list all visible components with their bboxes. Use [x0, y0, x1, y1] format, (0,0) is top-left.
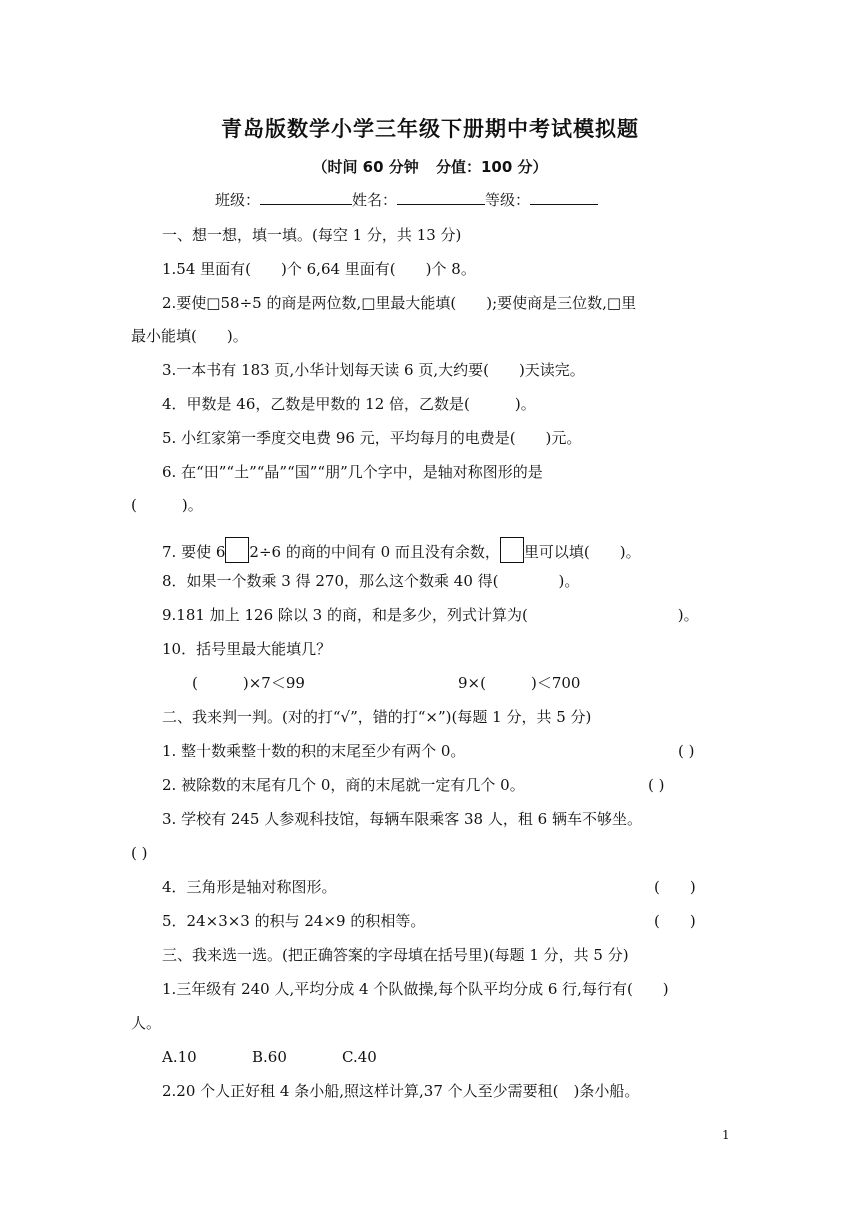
q7-box-1[interactable]: [225, 537, 249, 563]
question-1-8: 8．如果一个数乘 3 得 270，那么这个数乘 40 得( )。: [162, 572, 580, 590]
judge-5: 5．24×3×3 的积与 24×9 的积相等。: [162, 912, 426, 930]
judge-1: 1. 整十数乘整十数的积的末尾至少有两个 0。: [162, 742, 466, 760]
class-label: 班级：: [215, 191, 261, 209]
q7-prefix: 7. 要使 6: [162, 543, 226, 561]
choice-1a: 1.三年级有 240 人,平均分成 4 个队做操,每个队平均分成 6 行,每行有( ): [162, 980, 669, 998]
student-info-row: [215, 189, 598, 210]
grade-label: 等级：: [485, 191, 531, 209]
name-blank[interactable]: [397, 189, 485, 205]
judge-5-paren[interactable]: ( ): [654, 912, 696, 930]
question-1-10b: 9×( )＜700: [458, 674, 581, 692]
judge-1-paren[interactable]: ( ): [678, 742, 695, 760]
judge-2-paren[interactable]: ( ): [648, 776, 665, 794]
grade-blank[interactable]: [530, 189, 598, 205]
choice-1b: 人。: [131, 1014, 162, 1032]
question-1-4: 4．甲数是 46，乙数是甲数的 12 倍，乙数是( )。: [162, 395, 536, 413]
name-label: 姓名：: [352, 191, 398, 209]
q7-middle: 2÷6 的商的中间有 0 而且没有余数，: [249, 543, 500, 561]
judge-2: 2. 被除数的末尾有几个 0，商的末尾就一定有几个 0。: [162, 776, 525, 794]
question-1-10: 10．括号里最大能填几？: [162, 640, 332, 658]
judge-4-paren[interactable]: ( ): [654, 878, 696, 896]
page-number: 1: [722, 1128, 730, 1142]
page-title: 青岛版数学小学三年级下册期中考试模拟题: [221, 117, 639, 141]
question-1-1: 1.54 里面有( )个 6,64 里面有( )个 8。: [162, 260, 476, 278]
section3-heading: 三、我来选一选。(把正确答案的字母填在括号里)(每题 1 分，共 5 分): [162, 946, 629, 964]
section2-heading: 二、我来判一判。(对的打“√”，错的打“×”)(每题 1 分，共 5 分): [162, 708, 592, 726]
score-info: 分值：100 分）: [436, 158, 548, 176]
q7-box-2[interactable]: [500, 537, 524, 563]
question-1-2b: 最小能填( )。: [131, 327, 248, 345]
question-1-2a: 2.要使□58÷5 的商是两位数,□里最大能填( );要使商是三位数,□里: [162, 294, 637, 312]
q7-suffix: 里可以填( )。: [523, 543, 641, 561]
question-1-7: [162, 537, 641, 563]
question-1-6b: ( )。: [131, 496, 203, 514]
question-1-6a: 6. 在“田”“土”“晶”“国”“朋”几个字中，是轴对称图形的是: [162, 463, 543, 481]
section1-heading: 一、想一想，填一填。(每空 1 分，共 13 分): [162, 226, 462, 244]
question-1-5: 5. 小红家第一季度交电费 96 元，平均每月的电费是( )元。: [162, 429, 582, 447]
time-info: （时间 60 分钟: [312, 158, 419, 176]
judge-3-paren[interactable]: ( ): [131, 844, 148, 862]
choice-1-option-c: C.40: [342, 1048, 377, 1066]
choice-2: 2.20 个人正好租 4 条小船,照这样计算,37 个人至少需要租( )条小船。: [162, 1082, 640, 1100]
choice-1-option-b: B.60: [252, 1048, 287, 1066]
judge-3: 3. 学校有 245 人参观科技馆，每辆车限乘客 38 人，租 6 辆车不够坐。: [162, 810, 642, 828]
exam-subtitle: [0, 156, 860, 177]
class-blank[interactable]: [260, 189, 352, 205]
question-1-9: 9.181 加上 126 除以 3 的商，和是多少，列式计算为( )。: [162, 606, 699, 624]
question-1-10a: ( )×7＜99: [192, 674, 305, 692]
judge-4: 4．三角形是轴对称图形。: [162, 878, 337, 896]
question-1-3: 3.一本书有 183 页,小华计划每天读 6 页,大约要( )天读完。: [162, 361, 585, 379]
choice-1-option-a: A.10: [162, 1048, 197, 1066]
